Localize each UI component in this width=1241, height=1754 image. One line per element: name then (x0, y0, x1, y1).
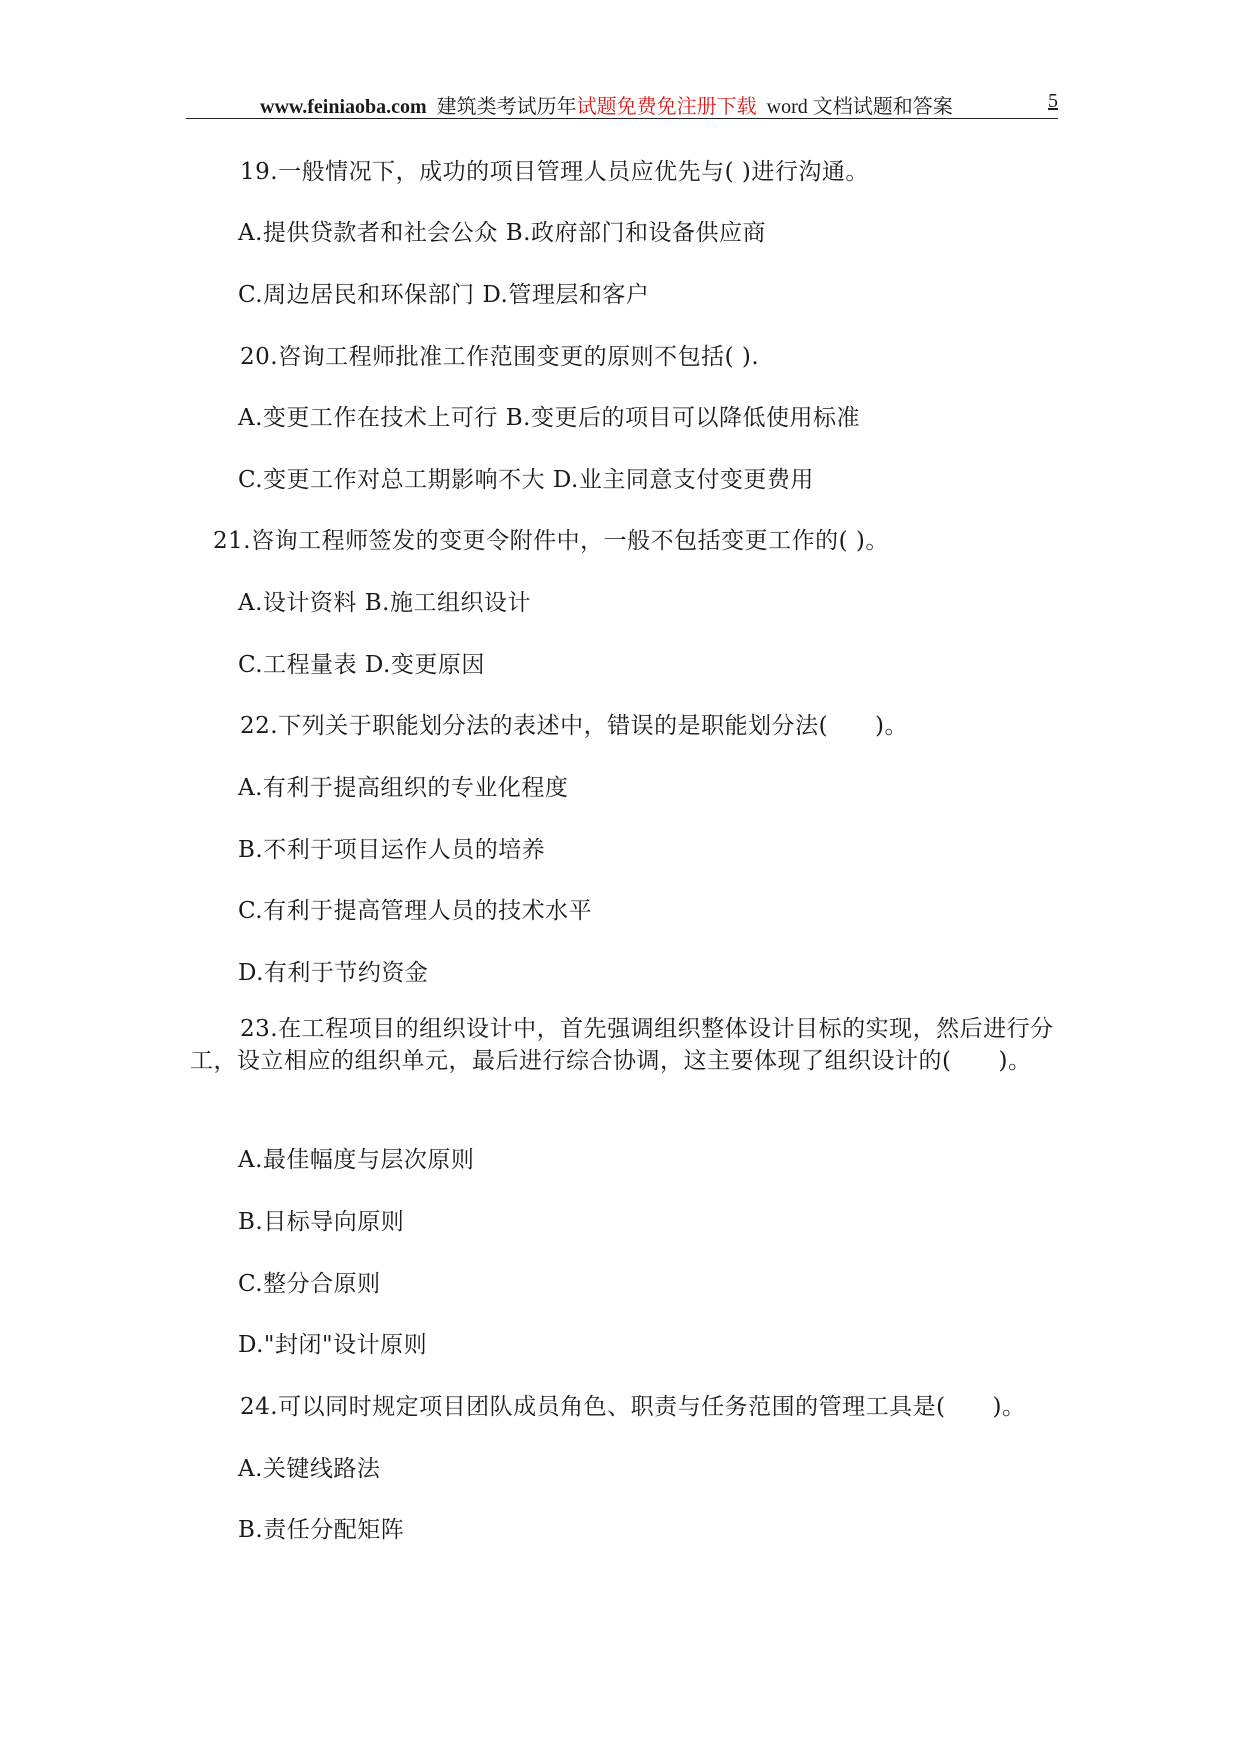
question-22-option-b: B.不利于项目运作人员的培养 (238, 837, 546, 863)
question-23-option-a: A.最佳幅度与层次原则 (238, 1147, 475, 1173)
question-21-options-ab: A.设计资料 B.施工组织设计 (238, 590, 531, 616)
header-text-red: 试题免费免注册下载 (576, 96, 757, 118)
header-text-before: 建筑类考试历年 (436, 96, 577, 118)
question-19-options-ab: A.提供贷款者和社会公众 B.政府部门和设备供应商 (238, 220, 766, 246)
question-23-option-b: B.目标导向原则 (238, 1209, 405, 1235)
question-19: 19.一般情况下，成功的项目管理人员应优先与( )进行沟通。 (240, 159, 869, 185)
page-number: 5 (1048, 90, 1058, 112)
question-22-option-c: C.有利于提高管理人员的技术水平 (238, 898, 593, 924)
question-24-option-a: A.关键线路法 (238, 1456, 381, 1482)
question-24-option-b: B.责任分配矩阵 (238, 1517, 405, 1543)
question-19-options-cd: C.周边居民和环保部门 D.管理层和客户 (238, 282, 650, 308)
question-21: 21.咨询工程师签发的变更令附件中，一般不包括变更工作的( )。 (213, 528, 889, 554)
question-23-option-d: D."封闭"设计原则 (238, 1332, 428, 1358)
question-22: 22.下列关于职能划分法的表述中，错误的是职能划分法( )。 (240, 713, 909, 739)
question-20-options-ab: A.变更工作在技术上可行 B.变更后的项目可以降低使用标准 (238, 405, 860, 431)
question-24: 24.可以同时规定项目团队成员角色、职责与任务范围的管理工具是( )。 (240, 1394, 1026, 1420)
question-22-option-d: D.有利于节约资金 (238, 960, 429, 986)
header-text-after: word 文档试题和答案 (766, 96, 953, 118)
question-21-options-cd: C.工程量表 D.变更原因 (238, 652, 485, 678)
question-23-option-c: C.整分合原则 (238, 1271, 381, 1297)
question-22-option-a: A.有利于提高组织的专业化程度 (238, 775, 569, 801)
question-23: 23.在工程项目的组织设计中，首先强调组织整体设计目标的实现，然后进行分工，设立相应的组织单元，最后进行综合协调，这主要体现了组织设计的( )。 (190, 1016, 1054, 1074)
header-text (260, 90, 953, 119)
question-20-options-cd: C.变更工作对总工期影响不大 D.业主同意支付变更费用 (238, 467, 814, 493)
site-url: www.feiniaoba.com (260, 96, 427, 118)
question-20: 20.咨询工程师批准工作范围变更的原则不包括( ). (240, 344, 760, 370)
page-header (186, 86, 1058, 119)
